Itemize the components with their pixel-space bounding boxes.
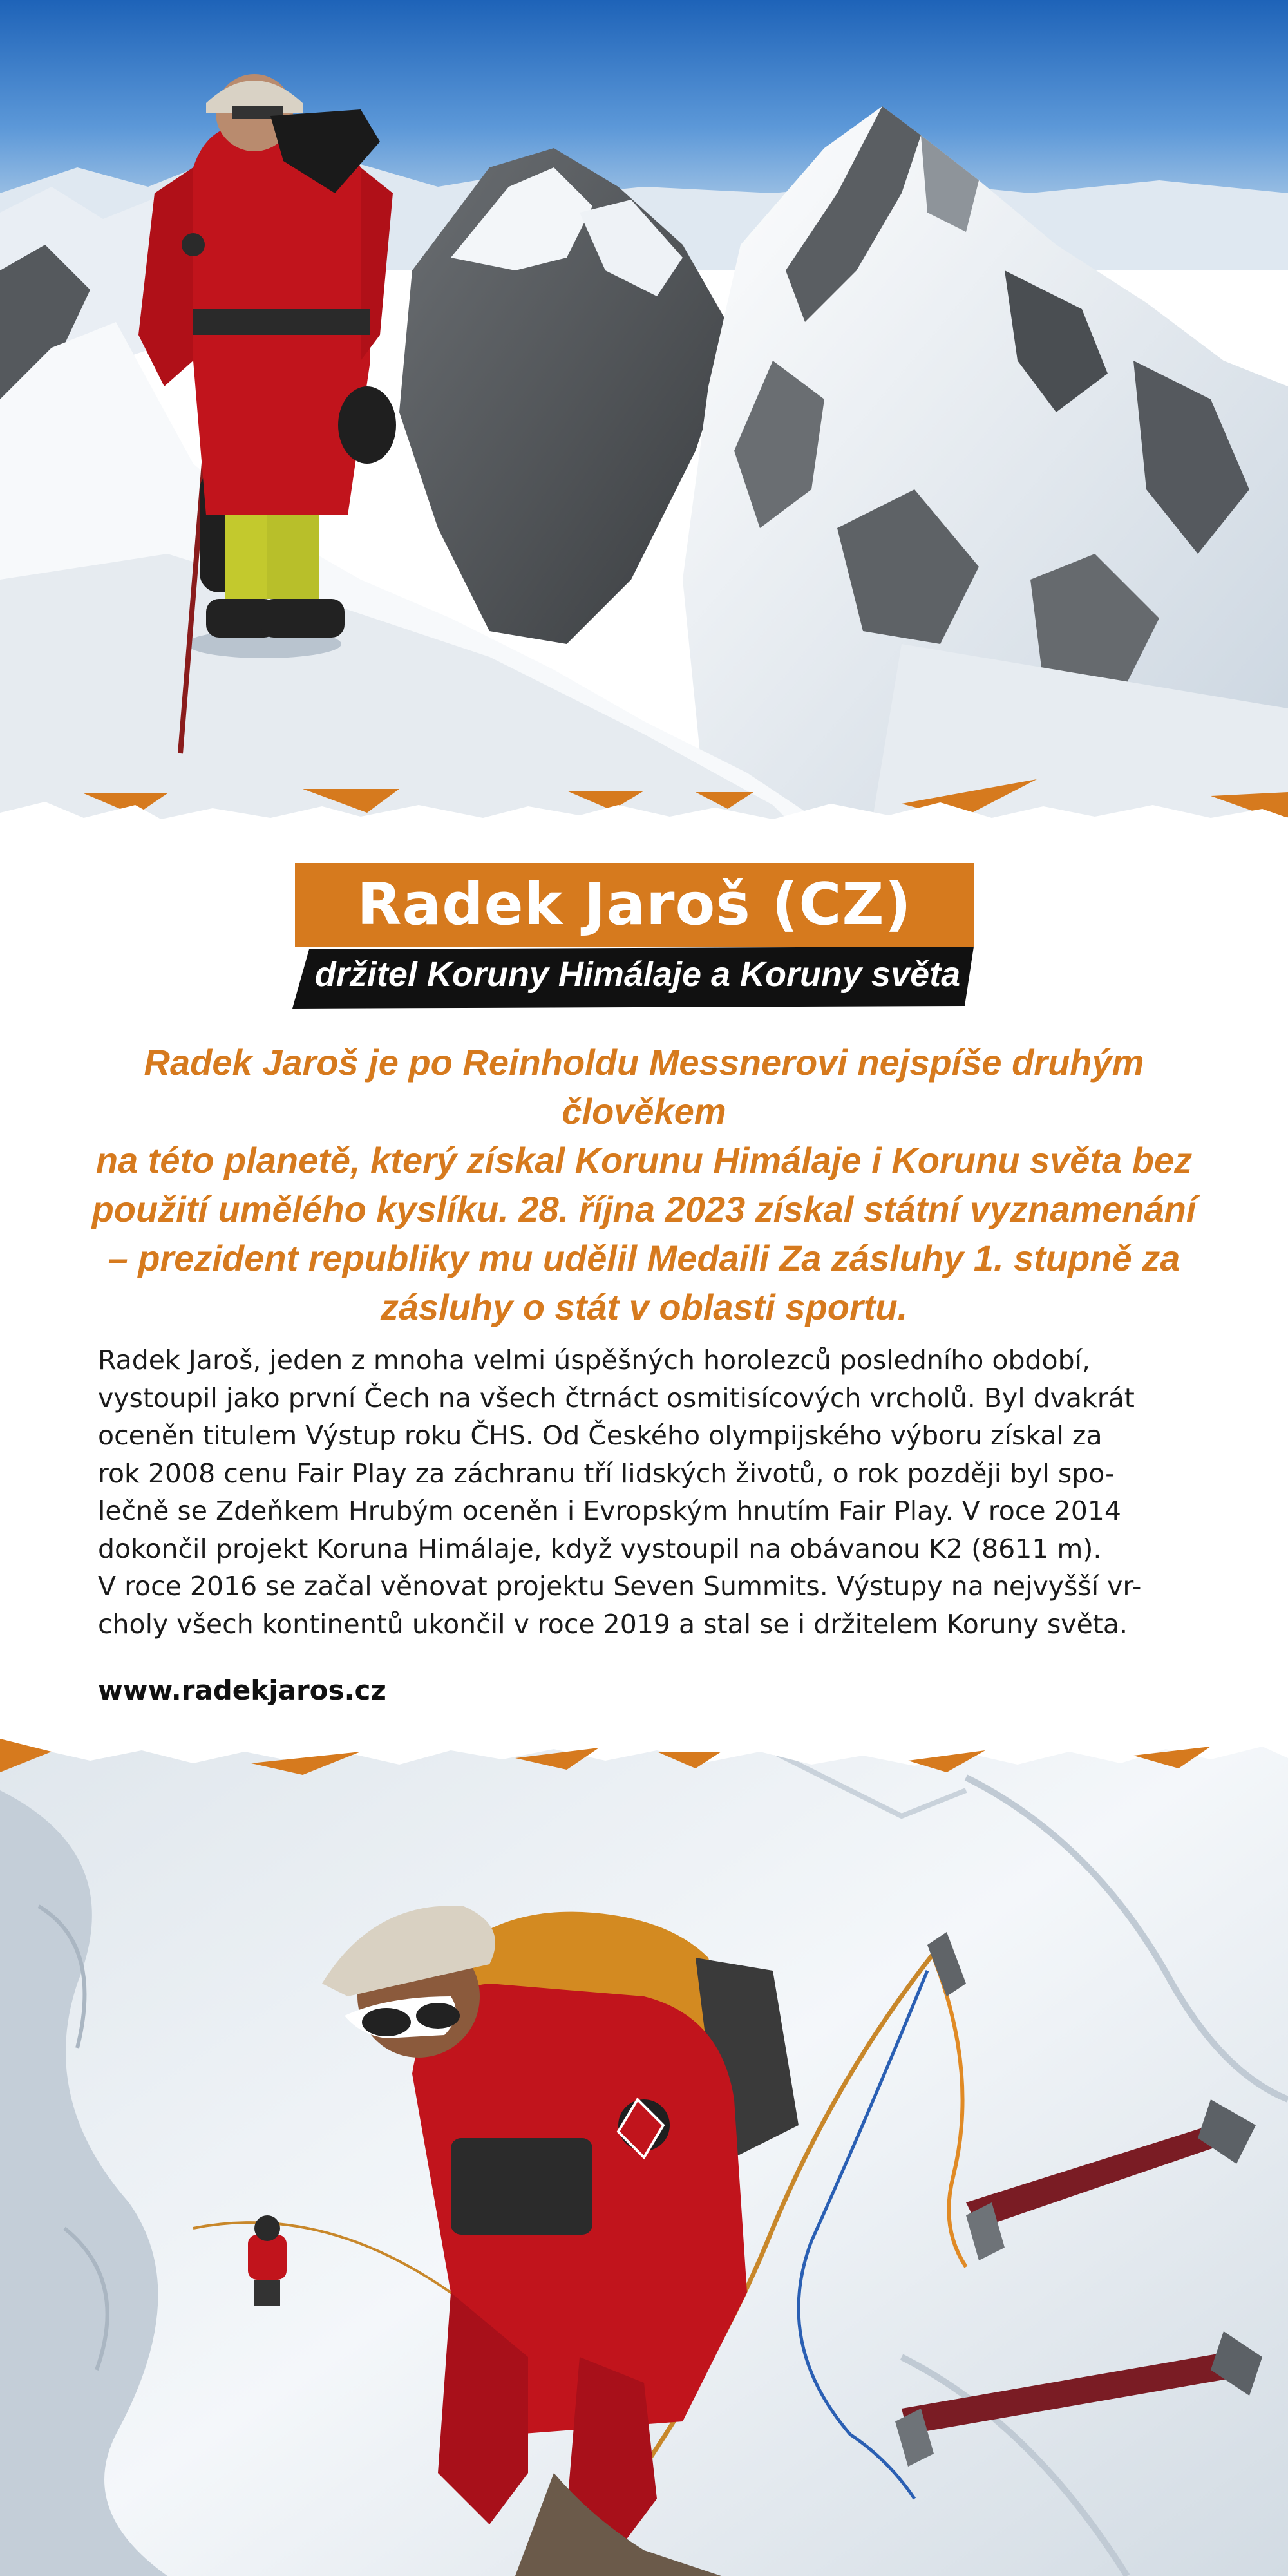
page-title: Radek Jaroš (CZ) <box>357 871 912 938</box>
lead-paragraph: Radek Jaroš je po Reinholdu Messnerovi nejspíše druhým člověkem na této planetě, který získal Korunu Himálaje i Korunu světa bez použití umělého kyslíku. 28. října 2023 získal státní vyznamenání – prezident republiky mu udělil Medaili Za zásluhy 1. stupně za zásluhy o stát v oblasti sportu. <box>91 1042 1197 1327</box>
top-photo <box>0 0 1288 837</box>
ice-wall-illustration <box>0 1713 1288 2576</box>
title-block <box>0 857 1288 1011</box>
body-paragraph: Radek Jaroš, jeden z mnoha velmi úspěšných horolezců posledního období, vystoupil jako první Čech na všech čtrnáct osmitisícových vrcholů. Byl dvakrát oceněn titulem Výstup roku ČHS. Od Českého olympijského výboru získal za rok 2008 cenu Fair Play za záchranu tří lidských životů, o rok později byl spo- lečně se Zdeňkem Hrubým oceněn i Evropským hnutím Fair Play. V roce 2014 dokončil projekt Koruna Himálaje, když vystoupil na obávanou K2 (8611 m). V roce 2016 se začal věnovat projektu Seven Summits. Výstupy na nejvyšší vr- choly všech kontinentů ukončil v roce 2019 a stal se i držitelem Koruny světa. <box>98 1345 1142 1640</box>
website-link[interactable]: www.radekjaros.cz <box>98 1674 386 1706</box>
bottom-photo <box>0 1713 1288 2576</box>
summit-ridge-illustration <box>0 0 1288 837</box>
page-subtitle: držitel Koruny Himálaje a Koruny světa <box>314 955 961 994</box>
